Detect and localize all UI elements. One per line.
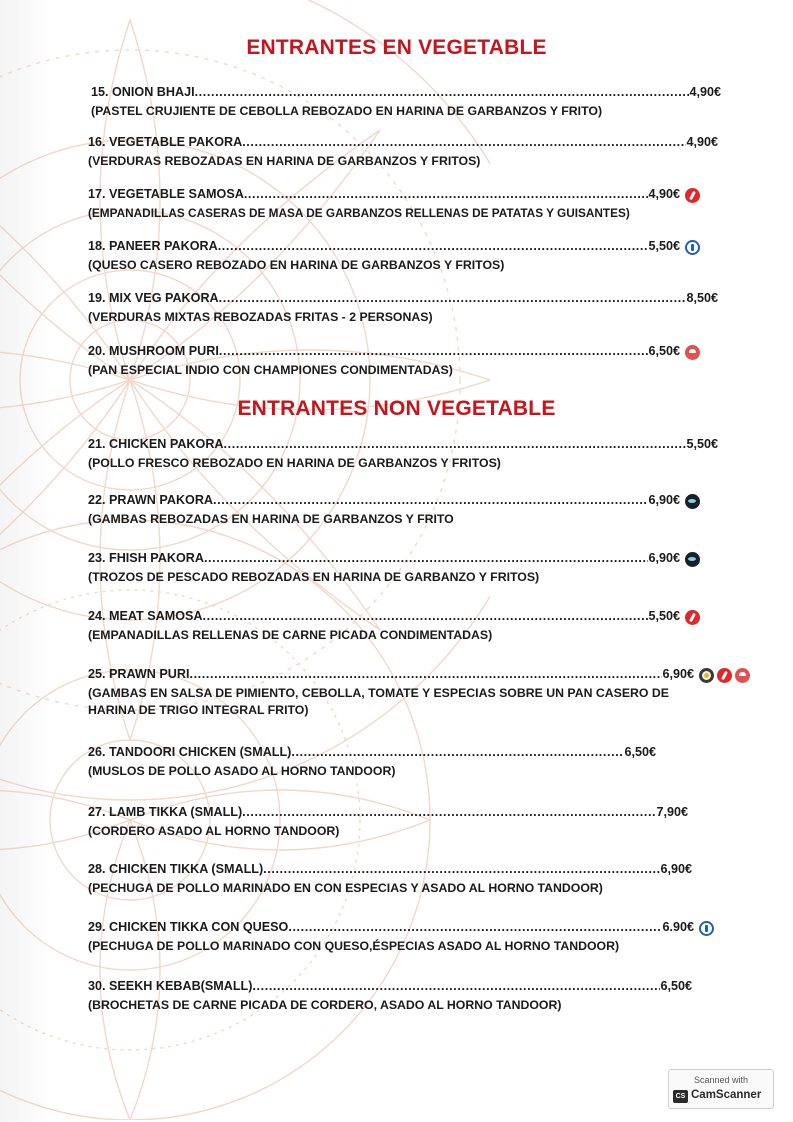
item-price: 6,50€ bbox=[624, 745, 656, 759]
dairy-info-icon bbox=[699, 921, 714, 936]
item-description: (PASTEL CRUJIENTE DE CEBOLLA REBOZADO EN HARINA DE GARBANZOS Y FRITO) bbox=[91, 104, 603, 118]
item-price: 6,50€ bbox=[660, 979, 692, 993]
item-name: 20. MUSHROOM PURI bbox=[88, 344, 219, 358]
menu-item-17 bbox=[88, 186, 700, 222]
leader-dots bbox=[203, 608, 649, 624]
item-description: (POLLO FRESCO REBOZADO EN HARINA DE GARBANZOS Y FRITOS) bbox=[88, 456, 501, 470]
leader-dots bbox=[242, 804, 656, 820]
item-description: (GAMBAS REBOZADAS EN HARINA DE GARBANZOS Y FRITO bbox=[88, 512, 454, 526]
leader-dots bbox=[244, 186, 649, 202]
item-price: 7,90€ bbox=[656, 805, 688, 819]
menu-item-30 bbox=[88, 978, 692, 1014]
item-name: 18. PANEER PAKORA bbox=[88, 239, 218, 253]
leader-dots bbox=[219, 290, 687, 306]
item-name: 25. PRAWN PURI bbox=[88, 667, 190, 681]
mushroom-icon bbox=[685, 345, 700, 360]
menu-item-28 bbox=[88, 861, 692, 897]
item-description: (PECHUGA DE POLLO MARINADO EN CON ESPECIAS Y ASADO AL HORNO TANDOOR) bbox=[88, 881, 603, 895]
leader-dots bbox=[213, 492, 648, 508]
item-description: (GAMBAS EN SALSA DE PIMIENTO, CEBOLLA, TOMATE Y ESPECIAS SOBRE UN PAN CASERO DE HARINA DE TRIGO INTEGRAL FRITO) bbox=[88, 686, 669, 717]
menu-item-26 bbox=[88, 744, 656, 780]
item-price: 6.90€ bbox=[662, 920, 694, 934]
camscanner-logo-icon: CS bbox=[673, 1090, 688, 1103]
item-name: 27. LAMB TIKKA (SMALL) bbox=[88, 805, 243, 819]
seafood-icon bbox=[685, 494, 700, 509]
item-description: (CORDERO ASADO AL HORNO TANDOOR) bbox=[88, 824, 340, 838]
menu-item-15 bbox=[91, 84, 721, 120]
item-price: 6,90€ bbox=[662, 667, 694, 681]
menu-item-29 bbox=[88, 919, 714, 955]
item-description: (VERDURAS REBOZADAS EN HARINA DE GARBANZOS Y FRITOS) bbox=[88, 154, 481, 168]
item-description: (MUSLOS DE POLLO ASADO AL HORNO TANDOOR) bbox=[88, 764, 396, 778]
egg-icon bbox=[699, 668, 714, 683]
leader-dots bbox=[288, 919, 662, 935]
item-description: (TROZOS DE PESCADO REBOZADAS EN HARINA DE GARBANZO Y FRITOS) bbox=[88, 570, 540, 584]
menu-item-22 bbox=[88, 492, 700, 528]
section-title-vegetable: ENTRANTES EN VEGETABLE bbox=[246, 36, 547, 59]
section-title-non-vegetable: ENTRANTES NON VEGETABLE bbox=[237, 397, 556, 420]
menu-item-21 bbox=[88, 436, 718, 472]
item-name: 30. SEEKH KEBAB(SMALL) bbox=[88, 979, 253, 993]
menu-item-19 bbox=[88, 290, 718, 326]
menu-item-24 bbox=[88, 608, 700, 644]
item-name: 23. FHISH PAKORA bbox=[88, 551, 204, 565]
item-price: 8,50€ bbox=[686, 291, 718, 305]
chili-icon bbox=[685, 610, 700, 625]
item-name: 22. PRAWN PAKORA bbox=[88, 493, 214, 507]
item-name: 16. VEGETABLE PAKORA bbox=[88, 135, 243, 149]
leader-dots bbox=[218, 238, 649, 254]
item-name: 28. CHICKEN TIKKA (SMALL) bbox=[88, 862, 264, 876]
leader-dots bbox=[219, 343, 649, 359]
item-price: 5,50€ bbox=[648, 239, 680, 253]
item-name: 21. CHICKEN PAKORA bbox=[88, 437, 224, 451]
item-description: (PECHUGA DE POLLO MARINADO CON QUESO,ÉSPECIAS ASADO AL HORNO TANDOOR) bbox=[88, 939, 620, 953]
menu-item-20 bbox=[88, 343, 700, 379]
item-price: 6,90€ bbox=[648, 551, 680, 565]
menu-item-18 bbox=[88, 238, 700, 274]
item-price: 5,50€ bbox=[648, 609, 680, 623]
leader-dots bbox=[263, 861, 660, 877]
item-description: (EMPANADILLAS CASERAS DE MASA DE GARBANZOS RELLENAS DE PATATAS Y GUISANTES) bbox=[88, 206, 630, 220]
item-price: 4,90€ bbox=[689, 85, 721, 99]
item-price: 6,50€ bbox=[648, 344, 680, 358]
mushroom-icon bbox=[735, 668, 750, 683]
leader-dots bbox=[204, 550, 649, 566]
item-name: 29. CHICKEN TIKKA CON QUESO bbox=[88, 920, 289, 934]
leader-dots bbox=[189, 666, 662, 682]
item-name: 19. MIX VEG PAKORA bbox=[88, 291, 219, 305]
item-description: (EMPANADILLAS RELLENAS DE CARNE PICADA CONDIMENTADAS) bbox=[88, 628, 493, 642]
leader-dots bbox=[195, 84, 690, 100]
menu-item-23 bbox=[88, 550, 700, 586]
chili-icon bbox=[717, 668, 732, 683]
item-description: (PAN ESPECIAL INDIO CON CHAMPIONES CONDIMENTADAS) bbox=[88, 363, 453, 377]
scanner-caption: Scanned with bbox=[693, 1075, 749, 1085]
scanner-name: CamScanner bbox=[691, 1089, 762, 1101]
leader-dots bbox=[291, 744, 624, 760]
item-description: (BROCHETAS DE CARNE PICADA DE CORDERO, ASADO AL HORNO TANDOOR) bbox=[88, 998, 562, 1012]
item-price: 4,90€ bbox=[686, 135, 718, 149]
menu-item-27 bbox=[88, 804, 688, 840]
item-description: (QUESO CASERO REBOZADO EN HARINA DE GARBANZOS Y FRITOS) bbox=[88, 258, 505, 272]
leader-dots bbox=[224, 436, 687, 452]
item-name: 26. TANDOORI CHICKEN (SMALL) bbox=[88, 745, 292, 759]
item-price: 5,50€ bbox=[686, 437, 718, 451]
dairy-info-icon bbox=[685, 240, 700, 255]
item-price: 6,90€ bbox=[660, 862, 692, 876]
chili-icon bbox=[685, 188, 700, 203]
item-name: 17. VEGETABLE SAMOSA bbox=[88, 187, 244, 201]
item-price: 4,90€ bbox=[648, 187, 680, 201]
item-name: 15. ONION BHAJI bbox=[91, 85, 195, 99]
menu-item-16 bbox=[88, 134, 718, 170]
menu-item-25 bbox=[88, 666, 750, 719]
item-price: 6,90€ bbox=[648, 493, 680, 507]
leader-dots bbox=[252, 978, 660, 994]
leader-dots bbox=[242, 134, 686, 150]
item-name: 24. MEAT SAMOSA bbox=[88, 609, 203, 623]
seafood-icon bbox=[685, 552, 700, 567]
camscanner-watermark bbox=[668, 1069, 774, 1109]
item-description: (VERDURAS MIXTAS REBOZADAS FRITAS - 2 PERSONAS) bbox=[88, 310, 433, 324]
